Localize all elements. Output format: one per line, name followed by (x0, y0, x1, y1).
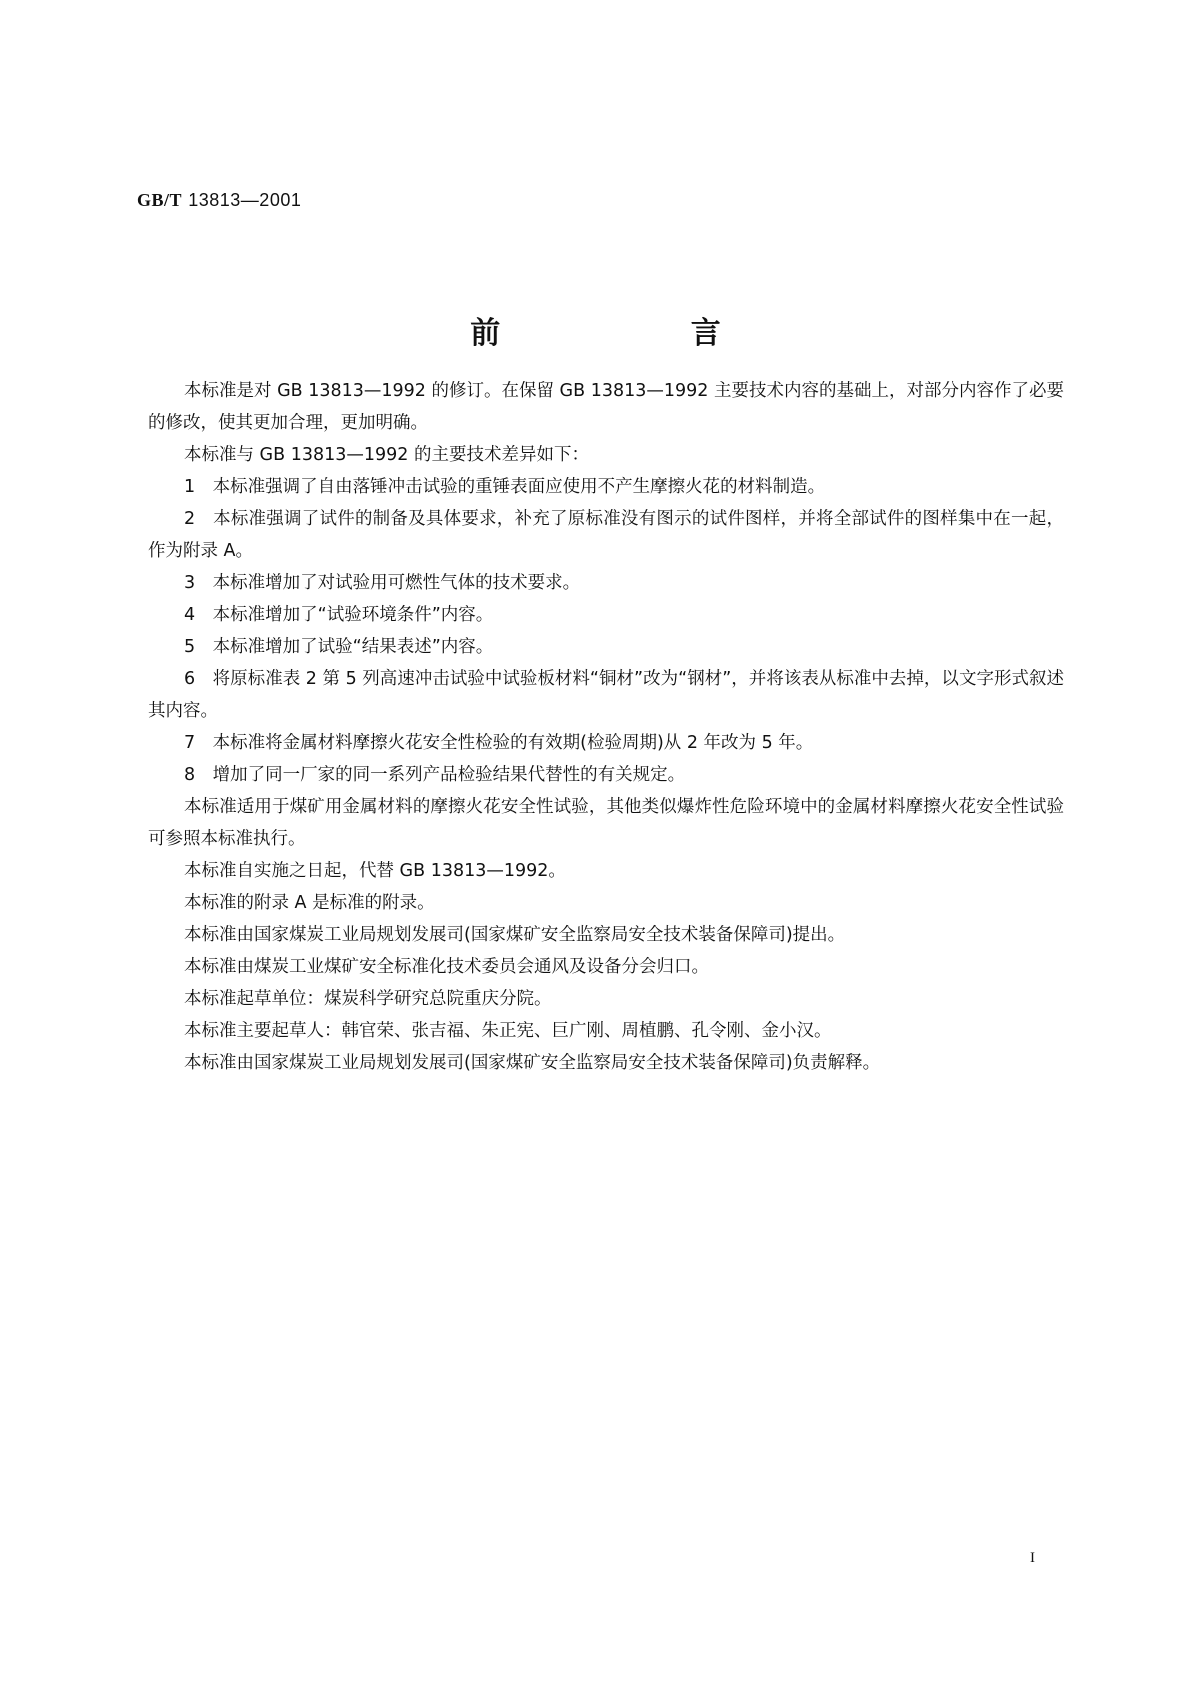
paragraph: 2 本标准强调了试件的制备及具体要求，补充了原标准没有图示的试件图样，并将全部试件的图样集中在一起，作为附录 A。 (148, 509, 1064, 561)
paragraph: 8 增加了同一厂家的同一系列产品检验结果代替性的有关规定。 (184, 765, 686, 785)
standard-number: 13813—2001 (188, 190, 302, 210)
page-title: 前 言 (470, 316, 811, 351)
paragraph: 7 本标准将金属材料摩擦火花安全性检验的有效期(检验周期)从 2 年改为 5 年。 (184, 733, 814, 753)
paragraph: 6 将原标准表 2 第 5 列高速冲击试验中试验板材料“铜材”改为“钢材”，并将该表从标准中去掉，以文字形式叙述其内容。 (148, 669, 1064, 721)
paragraph: 4 本标准增加了“试验环境条件”内容。 (184, 605, 494, 625)
document-code (137, 190, 301, 211)
paragraph: 本标准是对 GB 13813—1992 的修订。在保留 GB 13813—1992 主要技术内容的基础上，对部分内容作了必要的修改，使其更加合理，更加明确。 (148, 381, 1064, 433)
paragraph: 本标准由国家煤炭工业局规划发展司(国家煤矿安全监察局安全技术装备保障司)负责解释。 (184, 1053, 881, 1073)
paragraph: 本标准自实施之日起，代替 GB 13813—1992。 (184, 861, 566, 881)
paragraph: 本标准适用于煤矿用金属材料的摩擦火花安全性试验，其他类似爆炸性危险环境中的金属材料摩擦火花安全性试验可参照本标准执行。 (148, 797, 1064, 849)
paragraph: 本标准与 GB 13813—1992 的主要技术差异如下： (184, 445, 589, 465)
paragraph: 5 本标准增加了试验“结果表述”内容。 (184, 637, 494, 657)
standard-prefix: GB/T (137, 190, 183, 210)
page-number: I (1030, 1550, 1035, 1566)
paragraph: 本标准起草单位：煤炭科学研究总院重庆分院。 (184, 989, 552, 1009)
paragraph: 本标准主要起草人：韩官荣、张吉福、朱正宪、巨广刚、周植鹏、孔令刚、金小汉。 (184, 1021, 832, 1041)
paragraph: 本标准由国家煤炭工业局规划发展司(国家煤矿安全监察局安全技术装备保障司)提出。 (184, 925, 846, 945)
paragraph: 本标准的附录 A 是标准的附录。 (184, 893, 435, 913)
foreword-body (148, 375, 1064, 1079)
paragraph: 3 本标准增加了对试验用可燃性气体的技术要求。 (184, 573, 581, 593)
paragraph: 1 本标准强调了自由落锤冲击试验的重锤表面应使用不产生摩擦火花的材料制造。 (184, 477, 826, 497)
paragraph: 本标准由煤炭工业煤矿安全标准化技术委员会通风及设备分会归口。 (184, 957, 709, 977)
